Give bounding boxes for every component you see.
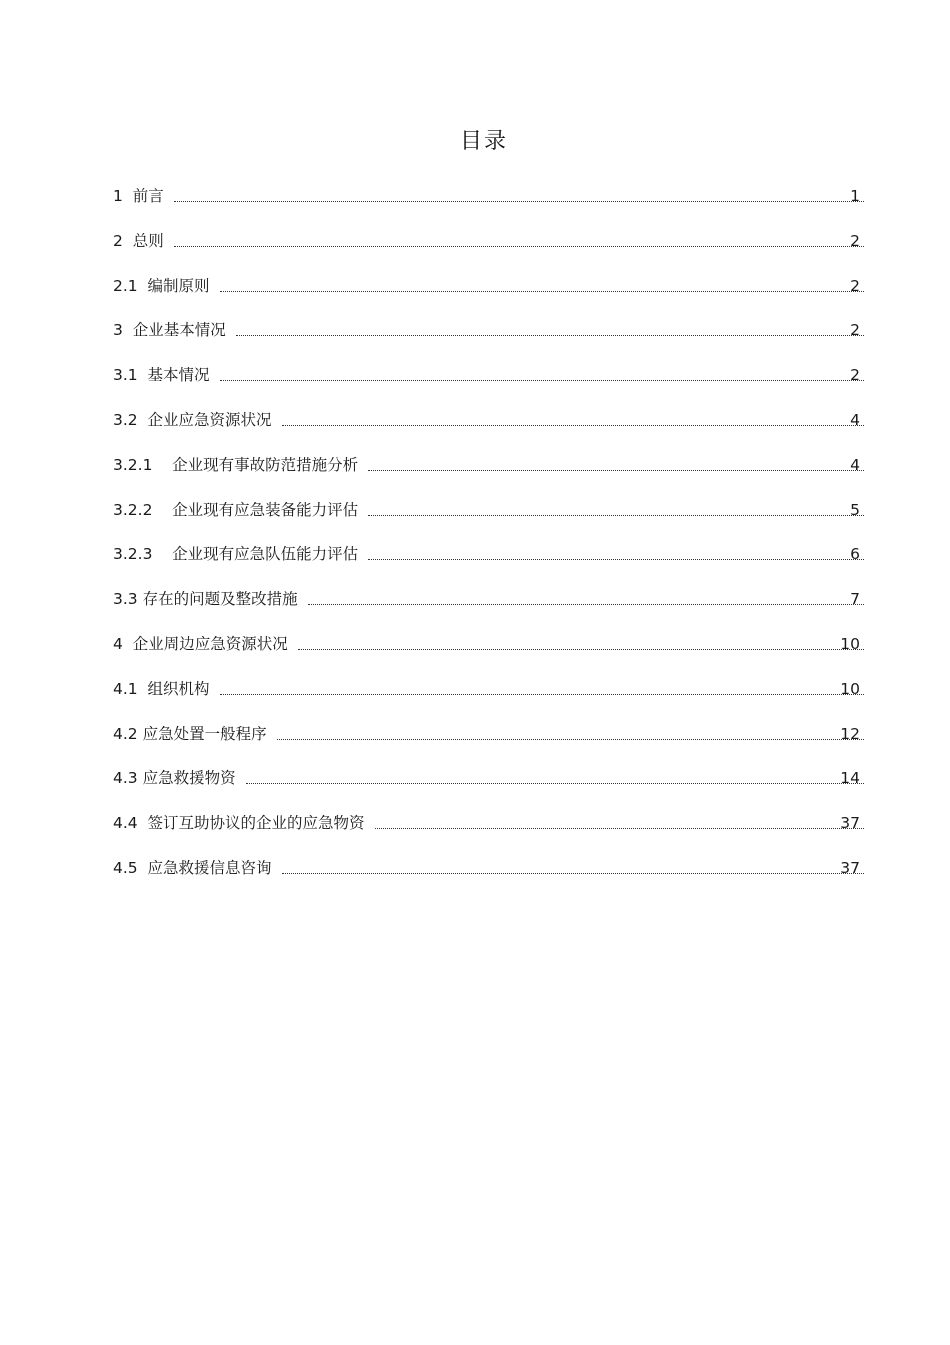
toc-entry-page: 5	[850, 500, 860, 519]
toc-entry-page: 12	[840, 724, 860, 743]
toc-entry[interactable]	[113, 318, 870, 363]
toc-entry[interactable]	[113, 184, 870, 229]
toc-entry-page: 4	[850, 455, 860, 474]
toc-entry-title: 应急救援物资	[142, 769, 236, 788]
dot-leader	[282, 856, 864, 874]
toc-entry-title: 组织机构	[147, 679, 210, 698]
toc-entry-number: 4.5	[113, 858, 148, 877]
toc-entry-page: 10	[840, 679, 860, 698]
toc-entry-title: 签订互助协议的企业的应急物资	[147, 814, 365, 833]
toc-entry-page: 6	[850, 545, 860, 564]
table-of-contents	[113, 184, 870, 901]
toc-entry-page: 2	[850, 366, 860, 385]
toc-entry-number: 4.2	[113, 724, 143, 743]
toc-entry[interactable]	[113, 542, 870, 587]
toc-entry-page: 14	[840, 769, 860, 788]
toc-entry-page: 37	[840, 858, 860, 877]
dot-leader	[246, 766, 864, 784]
toc-entry-number: 3.2.2	[113, 500, 173, 519]
dot-leader	[368, 498, 864, 516]
dot-leader	[368, 542, 864, 560]
toc-entry-number: 3.3	[113, 590, 143, 609]
dot-leader	[277, 722, 864, 740]
toc-entry-title: 存在的问题及整改措施	[142, 590, 298, 609]
toc-entry[interactable]	[113, 453, 870, 498]
toc-entry-number: 4.4	[113, 814, 148, 833]
toc-entry-page: 1	[850, 187, 860, 205]
dot-leader	[174, 184, 864, 202]
toc-entry-title: 企业周边应急资源状况	[132, 634, 288, 653]
dot-leader	[308, 587, 864, 605]
toc-entry[interactable]	[113, 856, 870, 901]
dot-leader	[220, 363, 864, 381]
toc-entry-title: 企业现有应急队伍能力评估	[172, 545, 359, 564]
dot-leader	[220, 677, 864, 695]
dot-leader	[220, 274, 864, 292]
toc-entry-title: 应急处置一般程序	[142, 724, 267, 743]
toc-entry-page: 2	[850, 231, 860, 250]
toc-entry-number: 2	[113, 231, 133, 250]
toc-entry-page: 2	[850, 321, 860, 340]
toc-entry-title: 基本情况	[147, 366, 210, 385]
toc-entry[interactable]	[113, 722, 870, 767]
toc-entry-title: 企业现有事故防范措施分析	[172, 455, 359, 474]
toc-entry-title: 总则	[132, 231, 164, 250]
toc-entry-page: 2	[850, 276, 860, 295]
toc-entry-number: 2.1	[113, 276, 148, 295]
toc-entry[interactable]	[113, 811, 870, 856]
toc-entry[interactable]	[113, 498, 870, 543]
toc-entry-number: 3.2	[113, 410, 148, 429]
toc-entry-number: 4.3	[113, 769, 143, 788]
toc-entry-page: 10	[840, 634, 860, 653]
toc-entry[interactable]	[113, 408, 870, 453]
toc-entry-number: 1	[113, 187, 133, 205]
toc-entry[interactable]	[113, 363, 870, 408]
dot-leader	[375, 811, 864, 829]
toc-entry[interactable]	[113, 677, 870, 722]
toc-entry-title: 编制原则	[147, 276, 210, 295]
dot-leader	[282, 408, 864, 426]
dot-leader	[236, 318, 864, 336]
toc-entry-title: 企业现有应急装备能力评估	[172, 500, 359, 519]
toc-entry-page: 4	[850, 410, 860, 429]
toc-entry-title: 前言	[132, 187, 164, 205]
toc-entry-title: 应急救援信息咨询	[147, 858, 272, 877]
toc-title: 目录	[459, 129, 508, 154]
toc-entry[interactable]	[113, 587, 870, 632]
dot-leader	[368, 453, 864, 471]
toc-entry[interactable]	[113, 274, 870, 319]
toc-entry-page: 37	[840, 814, 860, 833]
dot-leader	[298, 632, 864, 650]
toc-entry[interactable]	[113, 229, 870, 274]
dot-leader	[174, 229, 864, 247]
toc-entry-number: 3.2.1	[113, 455, 173, 474]
toc-entry-title: 企业基本情况	[132, 321, 226, 340]
toc-entry[interactable]	[113, 766, 870, 811]
toc-entry-title: 企业应急资源状况	[147, 410, 272, 429]
toc-entry-number: 4	[113, 634, 133, 653]
toc-entry[interactable]	[113, 632, 870, 677]
toc-entry-number: 3.2.3	[113, 545, 173, 564]
toc-entry-number: 4.1	[113, 679, 148, 698]
toc-entry-number: 3	[113, 321, 133, 340]
toc-entry-number: 3.1	[113, 366, 148, 385]
toc-entry-page: 7	[850, 590, 860, 609]
